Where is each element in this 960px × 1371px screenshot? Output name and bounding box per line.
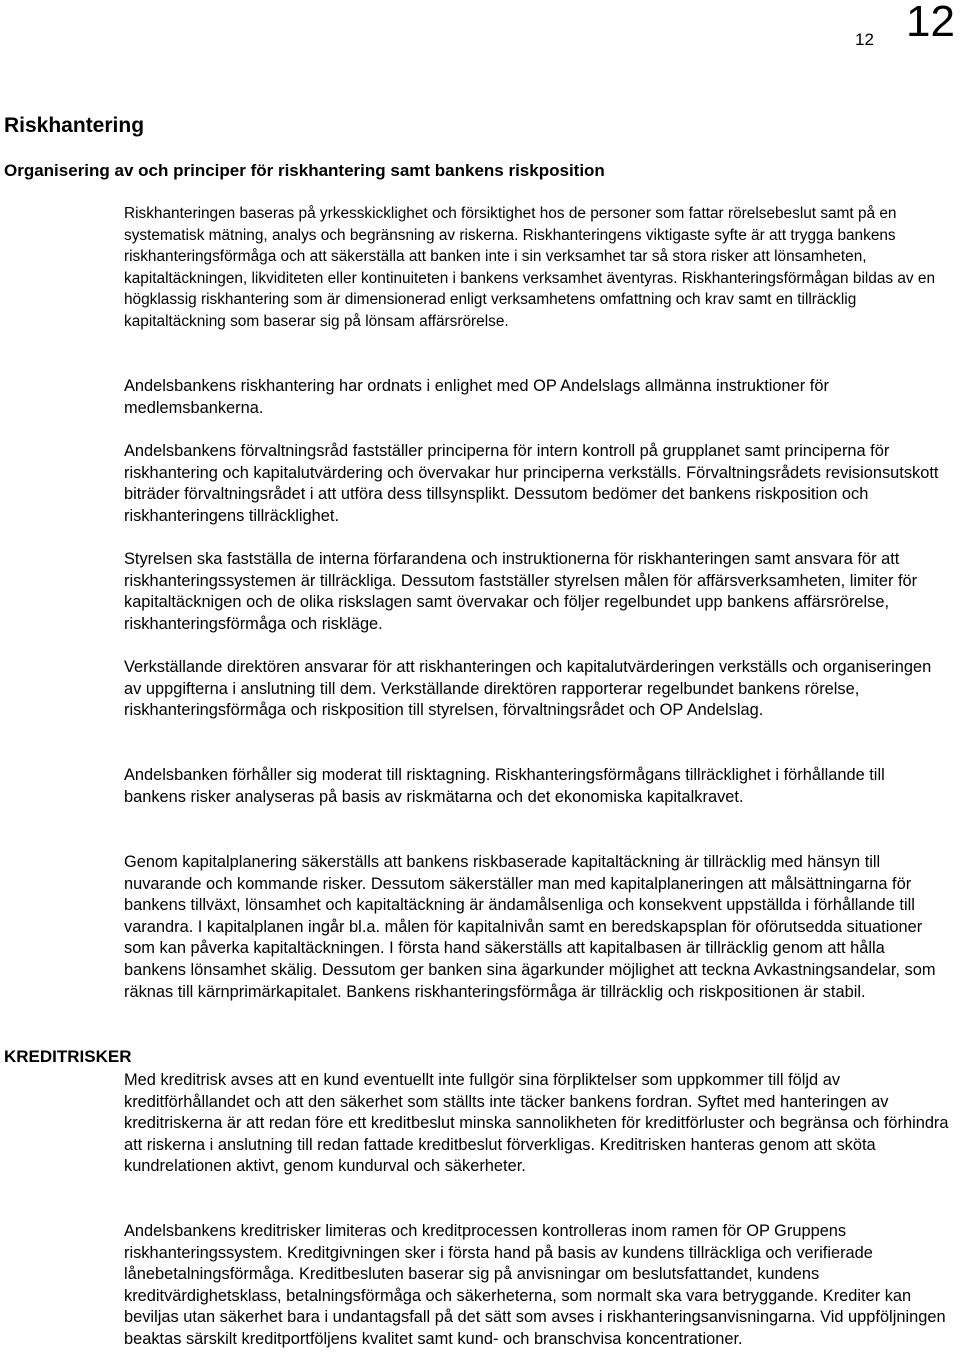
- paragraph-4: Styrelsen ska fastställa de interna förfarandena och instruktionerna för riskhanteringen samt ansvara för att riskhanteringssystemen är tillräckliga. Dessutom fastställer styrelsen målen för affärsverksamheten, limiter för kapitaltäcknigen och de olika riskslagen samt övervakar och följer regelbundet upp bankens affärsrörelse, riskhanteringsförmåga och riskläge.: [124, 550, 918, 633]
- paragraph-2: Andelsbankens riskhantering har ordnats i enlighet med OP Andelslags allmänna instruktioner för medlemsbankerna.: [124, 377, 829, 417]
- page-title: Riskhantering: [4, 114, 145, 137]
- section-subtitle: Organisering av och principer för riskhantering samt bankens riskposition: [4, 161, 605, 180]
- credit-paragraph-1: Med kreditrisk avses att en kund eventuellt inte fullgör sina förpliktelser som uppkommer till följd av kreditförhållandet och att den säkerhet som ställts inte täcker bankens fordran. Syftet med hanteringen av kreditriskerna är att redan före ett kreditbeslut minska sannolikheten för kreditförluster och begränsa och förhindra att riskerna i anslutning till redan fattade kreditbeslut förverkligas. Kreditrisken hanteras genom att sköta kundrelationen aktivt, genom kundurval och säkerheter.: [124, 1071, 949, 1176]
- page-number-large: 12: [906, 0, 955, 46]
- paragraph-3: Andelsbankens förvaltningsråd fastställer principerna för intern kontroll på grupplanet samt principerna för riskhantering och kapitalutvärdering och övervakar hur principerna verkställs. Förvaltningsrådets revisionsutskott biträder förvaltningsrådet i att utföra dess tillsynsplikt. Dessutom bedömer det bankens riskposition och riskhanteringens tillräcklighet.: [124, 442, 939, 525]
- paragraph-1: Riskhanteringen baseras på yrkesskicklighet och försiktighet hos de personer som fattar rörelsebeslut samt på en systematisk mätning, analys och begränsning av riskerna. Riskhanteringens viktigaste syfte är att trygga bankens riskhanteringsförmåga och att säkerställa att banken inte i sin verksamhet tar så stora risker att lönsamheten, kapitaltäckningen, likviditeten eller kontinuiteten i bankens verksamhet äventyras. Riskhanteringsförmågan bildas av en högklassig riskhantering som är dimensionerad enligt verksamhetens omfattning och krav samt en tillräcklig kapitaltäckning som baserar sig på lönsam affärsrörelse.: [124, 205, 936, 330]
- paragraph-6: Andelsbanken förhåller sig moderat till risktagning. Riskhanteringsförmågans tillräcklighet i förhållande till bankens risker analyseras på basis av riskmätarna och det ekonomiska kapitalkravet.: [124, 766, 885, 806]
- paragraph-5: Verkställande direktören ansvarar för att riskhanteringen och kapitalutvärderingen verkställs och organiseringen av uppgifterna i anslutning till dem. Verkställande direktören rapporterar regelbundet bankens rörelse, riskhanteringsförmåga och riskposition till styrelsen, förvaltningsrådet och OP Andelslag.: [124, 658, 932, 720]
- credit-paragraph-2: Andelsbankens kreditrisker limiteras och kreditprocessen kontrolleras inom ramen för OP Gruppens riskhanteringssystem. Kreditgivningen sker i första hand på basis av kundens tillräckliga och verifierade lånebetalningsförmåga. Kreditbesluten baserar sig på anvisningar om beslutsfattandet, kundens kreditvärdighetsklass, betalningsförmåga och säkerheterna, som normalt ska vara betryggande. Krediter kan beviljas utan säkerhet bara i undantagsfall på det sätt som avses i riskhanteringsanvisningarna. Vid uppföljningen beaktas särskilt kreditportföljens kvalitet samt kund- och branschvisa koncentrationer.: [124, 1222, 946, 1348]
- page-number-small: 12: [855, 30, 874, 49]
- credit-risk-heading: KREDITRISKER: [4, 1047, 132, 1066]
- paragraph-7: Genom kapitalplanering säkerställs att bankens riskbaserade kapitaltäckning är tillräcklig med hänsyn till nuvarande och kommande risker. Dessutom säkerställer man med kapitalplaneringen att målsättningarna för bankens tillväxt, lönsamhet och kapitaltäckning är ändamålsenliga och konsekvent uppställda i förhållande till varandra. I kapitalplanen ingår bl.a. målen för kapitalnivån samt en beredskapsplan för oförutsedda situationer som kan påverka kapitaltäckningen. I första hand säkerställs att kapitalbasen är tillräcklig genom att hålla bankens lönsamhet skälig. Dessutom ger banken sina ägarkunder möjlighet att teckna Avkastningsandelar, som räknas till kärnprimärkapitalet. Bankens riskhanteringsförmåga är tillräcklig och riskpositionen är stabil.: [124, 853, 936, 1001]
